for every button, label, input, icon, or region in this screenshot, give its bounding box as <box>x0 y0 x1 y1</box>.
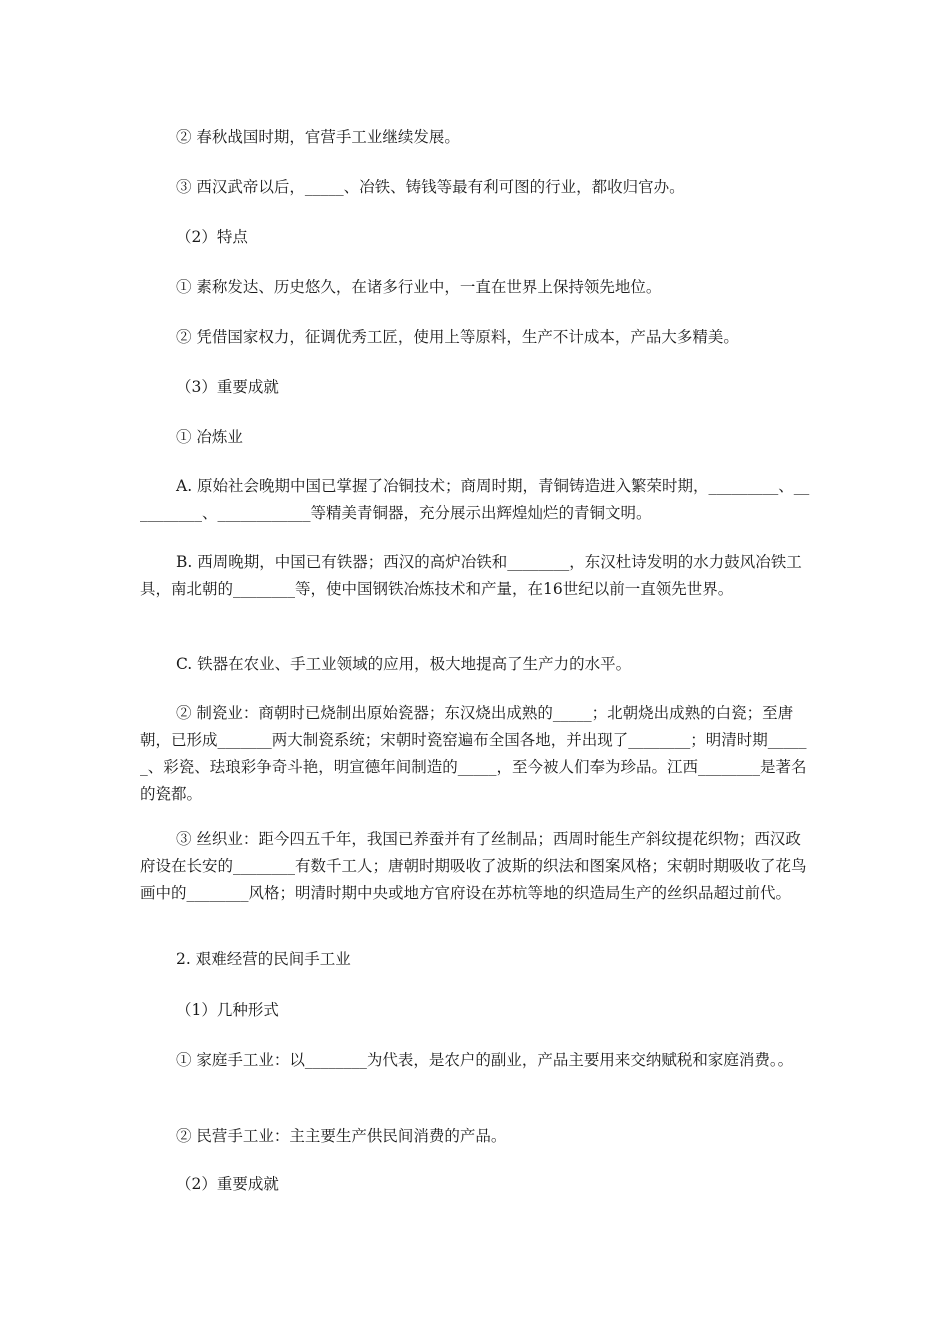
heading-private-handicraft: 2. 艰难经营的民间手工业 <box>176 950 351 968</box>
paragraph-feature-2: ② 凭借国家权力，征调优秀工匠，使用上等原料，生产不计成本，产品大多精美。 <box>176 328 739 346</box>
paragraph-smelting-c: C. 铁器在农业、手工业领域的应用，极大地提高了生产力的水平。 <box>176 655 632 673</box>
heading-features: （2）特点 <box>176 228 248 246</box>
paragraph-silk: ③ 丝织业：距今四五千年，我国已养蚕并有了丝制品；西周时能生产斜纹提花织物；西汉政府设在长安的________有数千工人；唐朝时期吸收了波斯的织法和图案风格；宋朝时期吸收了花鸟画中的________风格；明清时期中央或地方官府设在苏杭等地的织造局生产的丝织品超过前代。 <box>140 830 807 902</box>
heading-forms: （1）几种形式 <box>176 1001 279 1019</box>
paragraph-western-han: ③ 西汉武帝以后，_____、冶铁、铸钱等最有利可图的行业，都收归官办。 <box>176 178 685 196</box>
paragraph-private-handicraft: ② 民营手工业：主主要生产供民间消费的产品。 <box>176 1127 507 1145</box>
paragraph-feature-1: ① 素称发达、历史悠久，在诸多行业中，一直在世界上保持领先地位。 <box>176 278 662 296</box>
heading-smelting: ① 冶炼业 <box>176 428 243 446</box>
paragraph-spring-autumn: ② 春秋战国时期，官营手工业继续发展。 <box>176 128 460 146</box>
paragraph-smelting-a: A. 原始社会晚期中国已掌握了冶铜技术；商周时期，青铜铸造进入繁荣时期，_________、__________、____________等精美青铜器，充分展示出辉煌灿烂的青铜文明。 <box>140 477 810 522</box>
heading-achievements: （3）重要成就 <box>176 378 279 396</box>
heading-important-achievements: （2）重要成就 <box>176 1175 279 1193</box>
paragraph-smelting-b: B. 西周晚期，中国已有铁器；西汉的高炉冶铁和________，东汉杜诗发明的水力鼓风冶铁工具，南北朝的________等，使中国钢铁冶炼技术和产量，在16世纪以前一直领先世界。 <box>140 553 802 598</box>
paragraph-porcelain: ② 制瓷业：商朝时已烧制出原始瓷器；东汉烧出成熟的_____；北朝烧出成熟的白瓷；至唐朝，已形成_______两大制瓷系统；宋朝时瓷窑遍布全国各地，并出现了________；明清时期______、彩瓷、珐琅彩争奇斗艳，明宣德年间制造的_____，至今被人们奉为珍品。江西________是著名的瓷都。 <box>140 704 807 803</box>
paragraph-household-handicraft: ① 家庭手工业：以________为代表，是农户的副业，产品主要用来交纳赋税和家庭消费。。 <box>176 1051 794 1069</box>
